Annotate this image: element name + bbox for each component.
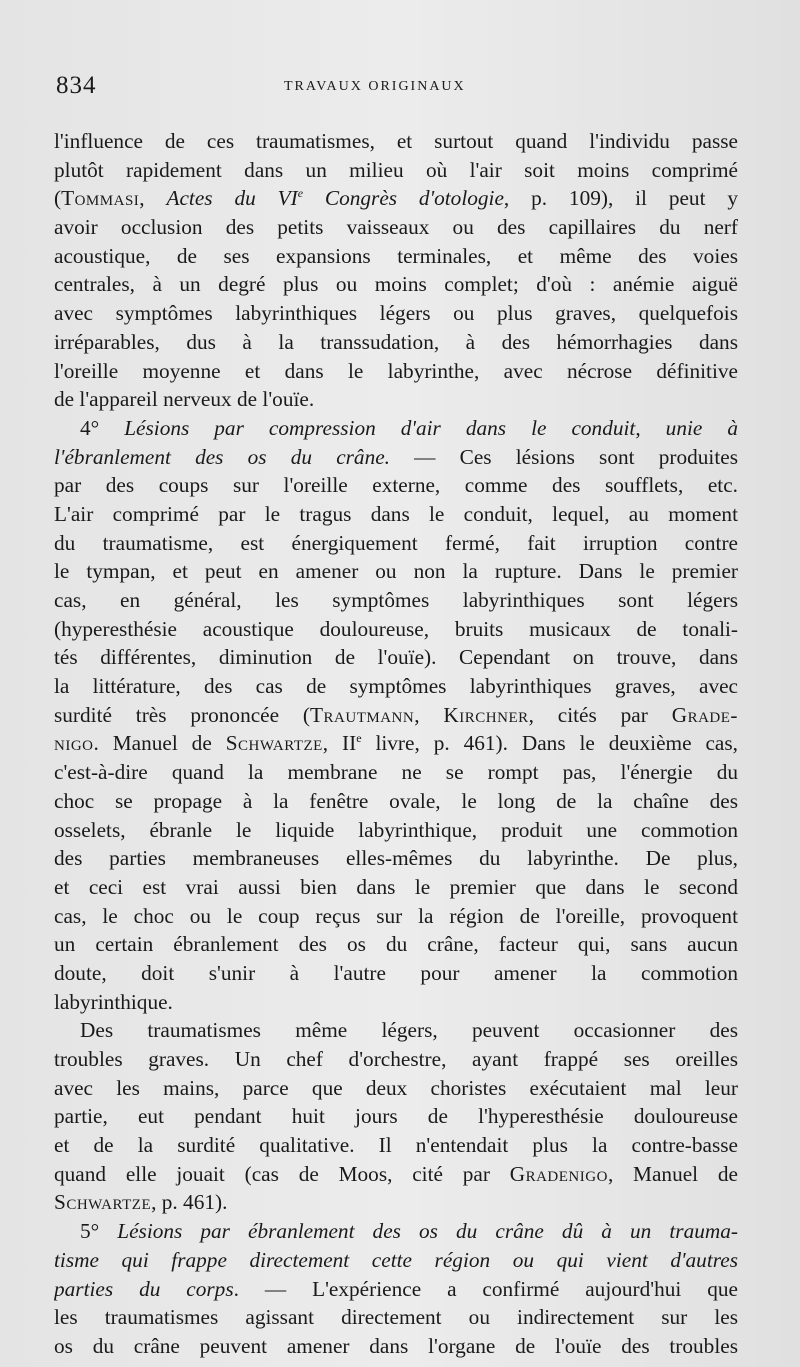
text-line: irréparables, dus à la transsudation, à des hémorrhagies dans <box>54 329 738 354</box>
text-line: par des coups sur l'oreille externe, comme des soufflets, etc. <box>54 473 738 498</box>
text-line: avec symptômes labyrinthiques légers ou plus graves, quelquefois <box>54 301 738 326</box>
text-line: l'influence de ces traumatismes, et surtout quand l'individu passe <box>54 129 738 153</box>
text-line: centrales, à un degré plus ou moins complet; d'où : anémie aiguë <box>54 272 738 297</box>
text-line: Des traumatismes même légers, peuvent occasionner des <box>80 1018 738 1043</box>
text-line: le tympan, et peut en amener ou non la rupture. Dans le premier <box>54 559 738 584</box>
text-line: acoustique, de ses expansions terminales, et même des voies <box>54 243 738 268</box>
text-line: osselets, ébranle le liquide labyrinthique, produit une commotion <box>54 817 738 842</box>
text-line: l'oreille moyenne et dans le labyrinthe, avec nécrose définitive <box>54 358 738 383</box>
text-line: labyrinthique. <box>54 989 173 1014</box>
text-line: nigo. Manuel de Schwartze, IIe livre, p. 461). Dans le deuxième cas, <box>54 731 738 756</box>
text-line: L'air comprimé par le tragus dans le conduit, lequel, au moment <box>54 501 738 526</box>
text-line: plutôt rapidement dans un milieu où l'air soit moins comprimé <box>54 157 738 182</box>
text-line: et de la surdité qualitative. Il n'entendait plus la contre-basse <box>54 1133 738 1158</box>
page-number: 834 <box>56 72 97 99</box>
page-header <box>56 72 746 102</box>
text-line: du traumatisme, est énergiquement fermé, fait irruption contre <box>54 530 738 555</box>
text-line: des parties membraneuses elles-mêmes du labyrinthe. De plus, <box>54 846 738 871</box>
running-head: TRAVAUX ORIGINAUX <box>284 79 466 94</box>
body-text <box>54 127 738 1361</box>
text-line: un certain ébranlement des os du crâne, facteur qui, sans aucun <box>54 932 738 957</box>
text-line: cas, le choc ou le coup reçus sur la région de l'oreille, provoquent <box>54 903 738 928</box>
text-line: doute, doit s'unir à l'autre pour amener la commotion <box>54 960 738 985</box>
text-line: parties du corps. — L'expérience a confirmé aujourd'hui que <box>54 1276 738 1301</box>
text-line: et ceci est vrai aussi bien dans le premier que dans le second <box>54 874 738 899</box>
text-line: Schwartze, p. 461). <box>54 1190 228 1215</box>
text-line: (Tommasi, Actes du VIe Congrès d'otologie, p. 109), il peut y <box>54 186 738 211</box>
text-line: quand elle jouait (cas de Moos, cité par Gradenigo, Manuel de <box>54 1161 738 1186</box>
text-line: cas, en général, les symptômes labyrinthiques sont légers <box>54 588 738 612</box>
text-line: tés différentes, diminution de l'ouïe). Cependant on trouve, dans <box>54 645 738 670</box>
text-line: tisme qui frappe directement cette région ou qui vient d'autres <box>54 1247 738 1272</box>
text-line: l'ébranlement des os du crâne. — Ces lésions sont produites <box>54 444 738 469</box>
text-line: avoir occlusion des petits vaisseaux ou des capillaires du nerf <box>54 215 738 240</box>
text-line: partie, eut pendant huit jours de l'hyperesthésie douloureuse <box>54 1104 738 1129</box>
text-line: avec les mains, parce que deux choristes exécutaient mal leur <box>54 1075 738 1100</box>
text-line: c'est-à-dire quand la membrane ne se rompt pas, l'énergie du <box>54 760 738 785</box>
text-line: les traumatismes agissant directement ou indirectement sur les <box>54 1305 738 1330</box>
text-line: (hyperesthésie acoustique douloureuse, bruits musicaux de tonali- <box>54 616 738 641</box>
section-heading-line: 4° Lésions par compression d'air dans le conduit, unie à <box>80 415 738 440</box>
text-line: de l'appareil nerveux de l'ouïe. <box>54 387 315 412</box>
text-line: la littérature, des cas de symptômes labyrinthiques graves, avec <box>54 674 738 699</box>
text-line: os du crâne peuvent amener dans l'organe de l'ouïe des troubles <box>54 1333 738 1358</box>
text-line: choc se propage à la fenêtre ovale, le long de la chaîne des <box>54 788 738 813</box>
text-line: surdité très prononcée (Trautmann, Kirchner, cités par Grade- <box>54 702 738 727</box>
section-heading-line: 5° Lésions par ébranlement des os du crâne dû à un trauma- <box>80 1219 738 1244</box>
text-line: troubles graves. Un chef d'orchestre, ayant frappé ses oreilles <box>54 1047 738 1071</box>
